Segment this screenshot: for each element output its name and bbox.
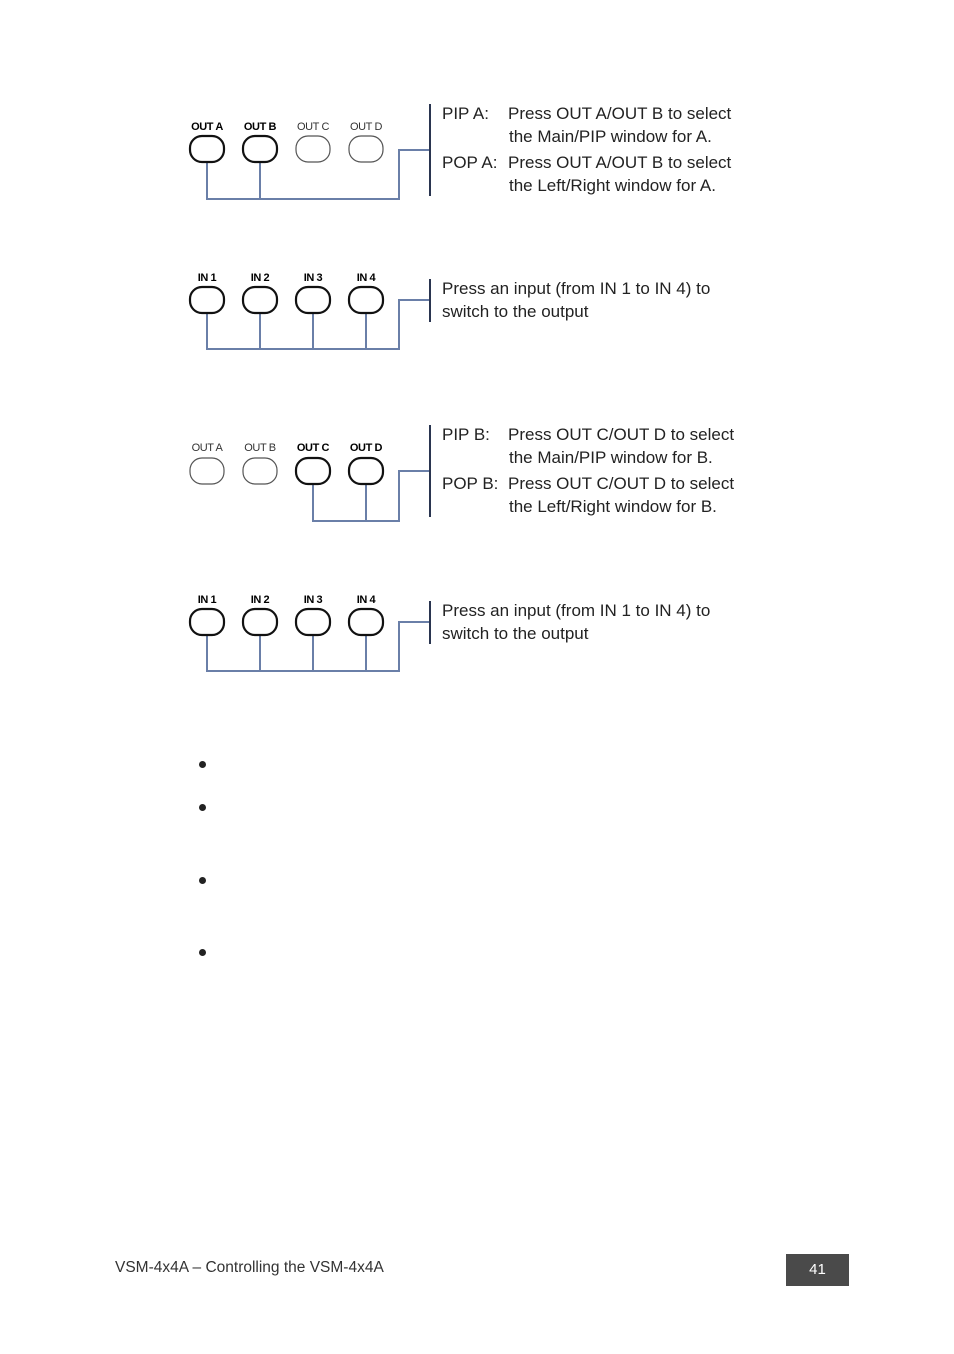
button-label-out-d: OUT D — [349, 442, 383, 454]
bullet-point — [199, 877, 206, 884]
button-label-in-2: IN 2 — [250, 594, 270, 606]
button-label-out-b: OUT B — [244, 442, 276, 454]
button-label-in-3: IN 3 — [303, 272, 323, 284]
pop-a-label: POP A: — [442, 153, 498, 172]
input-instruction-line-2: switch to the output — [442, 624, 589, 643]
input-instruction-line-1: Press an input (from IN 1 to IN 4) to — [442, 601, 711, 620]
button-label-out-a: OUT A — [191, 442, 223, 454]
button-in-2[interactable] — [243, 609, 277, 635]
button-label-out-a: OUT A — [191, 121, 223, 133]
button-label-out-b: OUT B — [243, 121, 277, 133]
pop-b-text: Press OUT C/OUT D to select — [508, 474, 735, 493]
input-instruction-line-2: switch to the output — [442, 302, 589, 321]
button-label-in-1: IN 1 — [197, 594, 217, 606]
button-in-1[interactable] — [190, 609, 224, 635]
button-label-in-2: IN 2 — [250, 272, 270, 284]
button-label-out-c: OUT C — [296, 121, 330, 133]
button-label-out-c: OUT C — [296, 442, 330, 454]
bullet-point — [199, 761, 206, 768]
pop-a-text-cont: the Left/Right window for A. — [509, 176, 716, 195]
button-label-in-1: IN 1 — [197, 272, 217, 284]
pip-a-text-cont: the Main/PIP window for A. — [509, 127, 712, 146]
pip-b-text-cont: the Main/PIP window for B. — [509, 448, 713, 467]
footer-title: VSM-4x4A – Controlling the VSM-4x4A — [115, 1259, 384, 1276]
pip-b-text: Press OUT C/OUT D to select — [508, 425, 735, 444]
button-label-in-3: IN 3 — [303, 594, 323, 606]
pip-b-label: PIP B: — [442, 425, 490, 444]
pip-a-label: PIP A: — [442, 104, 489, 123]
bullet-point — [199, 949, 206, 956]
pop-b-text-cont: the Left/Right window for B. — [509, 497, 717, 516]
pop-b-label: POP B: — [442, 474, 499, 493]
button-label-in-4: IN 4 — [356, 594, 376, 606]
bullet-point — [199, 804, 206, 811]
button-in-4[interactable] — [349, 609, 383, 635]
button-in-3[interactable] — [296, 609, 330, 635]
button-label-out-d: OUT D — [349, 121, 383, 133]
input-instruction-line-1: Press an input (from IN 1 to IN 4) to — [442, 279, 711, 298]
pip-a-text: Press OUT A/OUT B to select — [508, 104, 732, 123]
page-number: 41 — [786, 1254, 849, 1286]
button-label-in-4: IN 4 — [356, 272, 376, 284]
pop-a-text: Press OUT A/OUT B to select — [508, 153, 732, 172]
